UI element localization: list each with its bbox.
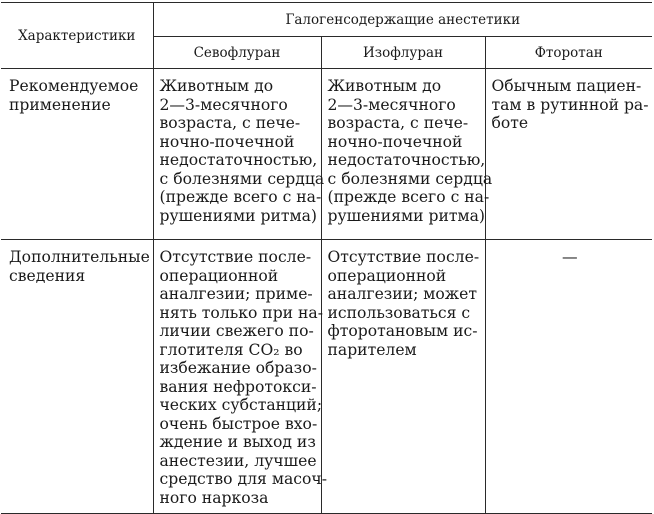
cell-line: аналгезии; приме- xyxy=(159,285,313,303)
cell-line: Животным до xyxy=(159,77,274,95)
cell-line: средство для масоч- xyxy=(159,470,327,488)
cell-line: (прежде всего с на- xyxy=(159,188,322,206)
cell-line: недостаточностью, xyxy=(159,151,318,169)
row-label xyxy=(1,240,153,514)
cell-line: операционной xyxy=(159,266,279,285)
cell-line: вания нефротокси- xyxy=(159,377,317,396)
header-characteristics: Характеристики xyxy=(1,3,153,69)
cell-line: нять только при на- xyxy=(159,303,323,322)
cell-line: с болезнями сердца xyxy=(159,169,325,188)
cell-line: Отсутствие после- xyxy=(159,248,312,266)
cell-line: Обычным пациен- xyxy=(491,77,642,95)
cell-line: недостаточностью, xyxy=(327,151,486,169)
cell-line: личии свежего по- xyxy=(159,322,314,340)
row-label xyxy=(1,69,153,240)
cell-sevoflurane xyxy=(153,240,327,514)
cell-line: ночно-почечной xyxy=(327,132,463,151)
row-label-line: сведения xyxy=(9,266,86,285)
cell-line: рушениями ритма) xyxy=(159,206,317,225)
cell-line: возраста, с пече- xyxy=(159,114,301,132)
cell-isoflurane xyxy=(321,240,485,514)
cell-line: возраста, с пече- xyxy=(327,114,469,132)
cell-line: боте xyxy=(491,114,529,132)
cell-line: 2—3-месячного xyxy=(159,95,288,114)
table-row xyxy=(1,69,652,240)
header-group: Галогенсодержащие анестетики xyxy=(153,3,652,37)
header-col-sevoflurane: Севофлуран xyxy=(153,37,321,69)
cell-line: избежание образо- xyxy=(159,359,317,377)
row-label-line: Рекомендуемое xyxy=(9,77,139,95)
cell-line: ждение и выход из xyxy=(159,433,316,451)
cell-line: фторотановым ис- xyxy=(327,322,478,340)
cell-line: с болезнями сердца xyxy=(327,169,493,188)
cell-line: ночно-почечной xyxy=(159,132,295,151)
cell-line: очень быстрое вхо- xyxy=(159,414,318,433)
cell-line: ческих субстанций; xyxy=(159,396,323,414)
cell-line: ного наркоза xyxy=(159,488,269,507)
cell-line: глотителя CO₂ во xyxy=(159,340,303,359)
header-col-isoflurane: Изофлуран xyxy=(321,37,485,69)
table-row xyxy=(1,240,652,514)
cell-line: использоваться с xyxy=(327,303,471,322)
cell-halothane xyxy=(485,69,652,240)
row-label-line: Дополнительные xyxy=(9,248,150,266)
row-label-line: применение xyxy=(9,95,111,114)
cell-line: 2—3-месячного xyxy=(327,95,456,114)
cell-line: парителем xyxy=(327,340,417,359)
anesthetics-table xyxy=(1,2,652,514)
cell-isoflurane xyxy=(321,69,493,240)
header-col-halothane: Фторотан xyxy=(485,37,652,69)
cell-line: Животным до xyxy=(327,77,442,95)
cell-line: анестезии, лучшее xyxy=(159,451,317,470)
cell-dash: — xyxy=(561,248,578,266)
cell-line: там в рутинной ра- xyxy=(491,95,649,114)
cell-halothane xyxy=(485,240,652,514)
cell-line: (прежде всего с на- xyxy=(327,188,490,206)
cell-sevoflurane xyxy=(153,69,325,240)
cell-line: Отсутствие после- xyxy=(327,248,480,266)
cell-line: рушениями ритма) xyxy=(327,206,485,225)
cell-line: операционной xyxy=(327,266,447,285)
cell-line: аналгезии; может xyxy=(327,285,478,303)
